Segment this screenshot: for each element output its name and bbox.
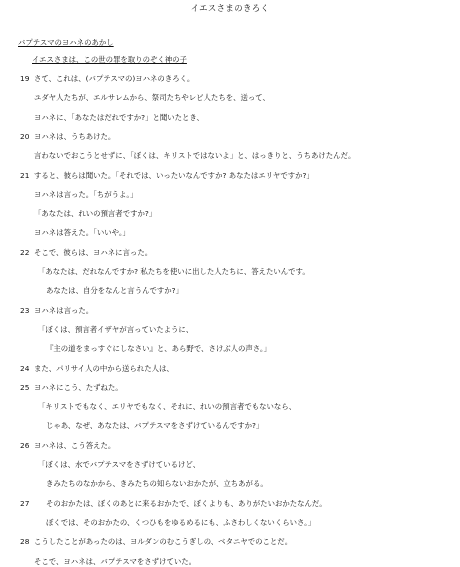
- verse-text: ヨハネは言った。: [34, 305, 94, 315]
- verse-number: 25: [20, 382, 30, 392]
- verse-text: 「あなたは、れいの預言者ですか?」: [34, 209, 157, 219]
- verse-text: 「ぼくは、水でバプテスマをさずけているけど、: [38, 460, 201, 469]
- verse-text: ヨハネは、うちあけた。: [34, 131, 116, 141]
- verse-text: さて、これは、(バプテスマの)ヨハネのきろく。: [34, 74, 195, 83]
- verse-number: 21: [20, 170, 30, 180]
- verse-text: こうしたことがあったのは、ヨルダンのむこうぎしの、ベタニヤでのことだ。: [34, 537, 293, 547]
- verse-text: そこで、彼らは、ヨハネに言った。: [34, 247, 153, 257]
- verse-number: 28: [20, 537, 30, 547]
- verse-text: 「ぼくは、預言者イザヤが言っていたように、: [38, 324, 194, 334]
- verse-text: あなたは、自分をなんと言うんですか?」: [46, 286, 183, 296]
- verse-number: 24: [20, 363, 30, 373]
- verse-text: また、パリサイ人の中から送られた人は、: [34, 363, 174, 373]
- verse-text: 言わないでおこうとせずに、「ぼくは、キリストではないよ」と、はっきりと、うちあけたんだ。: [34, 151, 356, 161]
- verse-text: ヨハネは言った。「ちがうよ。」: [34, 189, 138, 199]
- page-title: イエスさまのきろく: [190, 3, 270, 13]
- verse-number: 19: [20, 74, 30, 83]
- verse-text: ぼくでは、そのおかたの、くつひもをゆるめるにも、ふさわしくないくらいさ。」: [46, 517, 316, 527]
- verse-text: 『主の道をまっすぐにしなさい』と、あら野で、さけぶ人の声さ。」: [46, 344, 271, 354]
- section-heading: バプテスマのヨハネのあかし: [18, 38, 114, 47]
- verse-number: 27: [20, 498, 30, 508]
- verse-text: ヨハネに、「あなたはだれですか?」と聞いたとき、: [34, 112, 204, 122]
- verse-number: 20: [20, 131, 30, 141]
- verse-text: ヨハネは答えた。「いいや。」: [34, 228, 130, 238]
- verse-text: そこで、ヨハネは、バプテスマをさずけていた。: [34, 556, 197, 566]
- subsection-heading: イエスさまは、この世の罪を取りのぞく神の子: [32, 55, 187, 64]
- verse-text: ヨハネにこう、たずねた。: [34, 382, 123, 392]
- verse-text: 「キリストでもなく、エリヤでもなく、それに、れいの預言者でもないなら、: [38, 402, 297, 412]
- verse-text: そのおかたは、ぼくのあとに来るおかたで、ぼくよりも、ありがたいおかたなんだ。: [46, 498, 327, 508]
- verse-text: すると、彼らは聞いた。「それでは、いったいなんですか? あなたはエリヤですか?」: [34, 170, 314, 180]
- verse-number: 26: [20, 440, 30, 450]
- verse-text: ヨハネは、こう答えた。: [34, 440, 116, 450]
- verse-number: 22: [20, 247, 30, 257]
- verse-text: 「あなたは、だれなんですか? 私たちを使いに出した人たちに、答えたいんです。: [38, 267, 310, 276]
- verse-text: きみたちのなかから、きみたちの知らないおかたが、立ちあがる。: [46, 479, 268, 489]
- verse-text: ユダヤ人たちが、エルサレムから、祭司たちやレビ人たちを、送って、: [34, 93, 270, 103]
- verse-number: 23: [20, 305, 30, 315]
- verse-text: じゃあ、なぜ、あなたは、バプテスマをさずけているんですか?」: [46, 421, 264, 431]
